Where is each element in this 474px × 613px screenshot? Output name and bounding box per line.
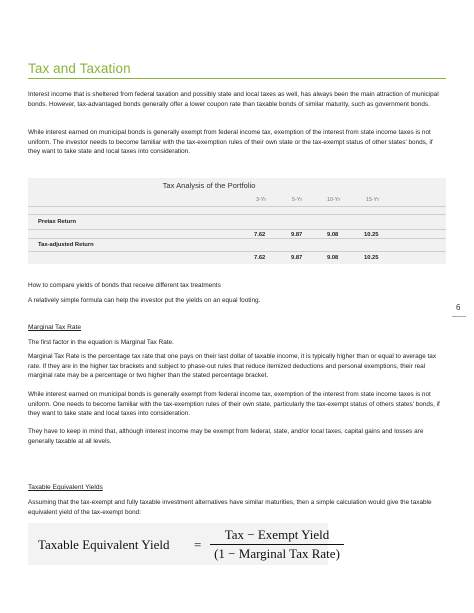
page-number-rule: [452, 316, 466, 317]
table-cell: 9.87: [291, 255, 303, 261]
paragraph-first-factor: The first factor in the equation is Marginal Tax Rate.: [28, 339, 174, 346]
column-header-5yr: 5-Yr: [292, 197, 303, 203]
formula-lhs: Taxable Equivalent Yield: [38, 537, 170, 552]
column-header-3yr: 3-Yr: [256, 197, 267, 203]
table-rule: [28, 206, 446, 207]
paragraph-exemption: While interest earned on municipal bonds is generally exempt from federal income tax, exemption of the interest from state income taxes is not uniform. The investor needs to become familiar with the tax-exemption rules of their own state or the tax-exempt status of other states' bonds, if they want to take state and local taxes into consideration.: [28, 129, 433, 156]
paragraph-intro: Interest income that is sheltered from federal taxation and possibly state and local taxes as well, has always been the main attraction of municipal bonds. However, tax-advantaged bonds generally offer a lower coupon rate than taxable bonds of similar maturity, such as government bonds.: [28, 91, 439, 108]
table-cell: 10.25: [364, 232, 379, 238]
title-underline: [28, 78, 446, 79]
table-rule: [28, 229, 446, 230]
paragraph-simple-formula: A relatively simple formula can help the investor put the yields on an equal footing.: [28, 297, 261, 304]
table-cell: 9.08: [327, 255, 339, 261]
paragraph-state-exemption: While interest earned on municipal bonds is generally exempt from federal income tax, exemption of the interest from state income taxes is not uniform. One needs to become familiar with the tax-exemption rules of their own state, particularly the tax-exempt status of others states' bonds, if they want to take state and local taxes into consideration.: [28, 391, 440, 418]
row-label-tax-adjusted: Tax-adjusted Return: [38, 242, 94, 248]
table-rule: [28, 238, 446, 239]
table-rule: [28, 251, 446, 252]
paragraph-capital-gains: They have to keep in mind that, although interest income may be exempt from federal, state, and/or local taxes, capital gains and losses are generally taxable at all levels.: [28, 428, 424, 445]
table-cell: 9.08: [327, 232, 339, 238]
paragraph-marginal-definition: Marginal Tax Rate is the percentage tax rate that one pays on their last dollar of taxable income, it is typically higher than or equal to average tax rate. If they are in the higher tax brackets and subject to phase-out rules that reduce itemized deductions and personal exemptions, their real marginal rate may be a percentage or two higher than the stated percentage bracket.: [28, 353, 437, 380]
formula-numerator: Tax − Exempt Yield: [224, 527, 330, 542]
formula-equals: =: [194, 537, 202, 552]
heading-marginal-tax-rate: Marginal Tax Rate: [28, 324, 82, 331]
table-cell: 7.62: [254, 255, 266, 261]
table-cell: 9.87: [291, 232, 303, 238]
column-header-15yr: 15-Yr: [366, 197, 380, 203]
heading-taxable-equivalent-yields: Taxable Equivalent Yields: [28, 484, 103, 491]
table-rule: [28, 214, 446, 215]
table-title: Tax Analysis of the Portfolio: [162, 181, 256, 190]
fraction-bar: [210, 544, 344, 545]
page-number: 6: [456, 303, 461, 312]
table-cell: 10.25: [364, 255, 379, 261]
page-title: Tax and Taxation: [28, 61, 131, 76]
formula-denominator: (1 − Marginal Tax Rate): [214, 546, 340, 561]
table-cell: 7.62: [254, 232, 266, 238]
column-header-10yr: 10-Yr: [327, 197, 341, 203]
paragraph-assuming: Assuming that the tax-exempt and fully taxable investment alternatives have similar maturities, then a simple calculation would give the taxable equivalent yield of the tax-exempt bond:: [28, 499, 432, 516]
paragraph-compare-yields: How to compare yields of bonds that receive different tax treatments: [28, 282, 221, 289]
row-label-pretax: Pretax Return: [38, 219, 77, 225]
